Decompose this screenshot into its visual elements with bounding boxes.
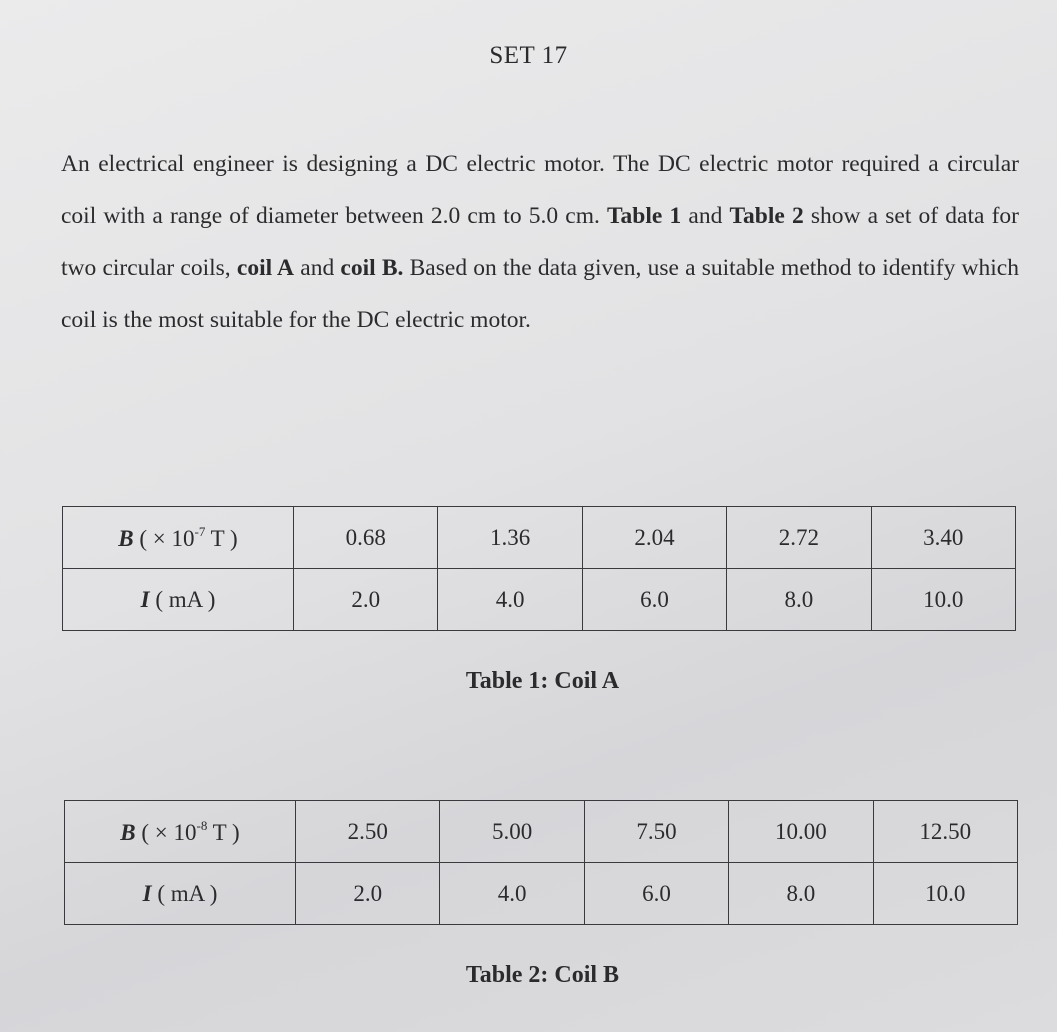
table-cell: 4.0 [438,569,582,631]
table-cell: 8.0 [727,569,871,631]
table-cell: 6.0 [584,863,728,925]
question-bold-coil-b: coil B. [340,255,404,281]
table-coil-b [64,800,1018,925]
table-cell: 10.0 [871,569,1015,631]
set-title: SET 17 [489,42,568,69]
row-header-b: B ( × $10^{-8}$ T ) [65,801,296,863]
table-cell: 2.72 [727,507,871,569]
table-cell: 12.50 [873,801,1017,863]
table-cell: 4.0 [440,863,584,925]
question-bold-coil-a: coil A [236,255,295,281]
question-text [61,138,1019,346]
question-text-5: Based on the data given, use a suitable method to identify which coil is the most suitable for the DC electric motor. [61,255,1019,333]
table-cell: 10.0 [873,863,1017,925]
table-cell: 7.50 [584,801,728,863]
table-cell: 2.0 [294,569,438,631]
table-row-b [63,507,1016,569]
question-text-4: and [294,255,341,281]
row-header-i: I ( mA ) [63,569,294,631]
table-cell: 0.68 [294,507,438,569]
table-cell: 2.50 [296,801,440,863]
question-bold-table2: Table 2 [729,203,804,229]
table-cell: 1.36 [438,507,582,569]
question-bold-table1: Table 1 [607,203,682,229]
question-text-3: show a set of data for two circular coils, [61,203,1019,281]
row-header-i: I ( mA ) [65,863,296,925]
table-row-i [65,863,1018,925]
table-cell: 5.00 [440,801,584,863]
table-row-i [63,569,1016,631]
table-row-b [65,801,1018,863]
table-cell: 2.04 [582,507,726,569]
table1-caption: Table 1: Coil A [465,668,620,694]
table-cell: 10.00 [729,801,873,863]
table2-caption: Table 2: Coil B [465,962,620,988]
question-text-2: and [681,203,730,229]
table-coil-a [62,506,1016,631]
row-header-b: B ( × $10^{-7}$ T ) [63,507,294,569]
table-cell: 3.40 [871,507,1015,569]
table-cell: 8.0 [729,863,873,925]
table-cell: 2.0 [296,863,440,925]
table-cell: 6.0 [582,569,726,631]
question-text-1: An electrical engineer is designing a DC electric motor. The DC electric motor required a circular coil with a range of diameter between 2.0 cm to 5.0 cm. [61,151,1019,229]
